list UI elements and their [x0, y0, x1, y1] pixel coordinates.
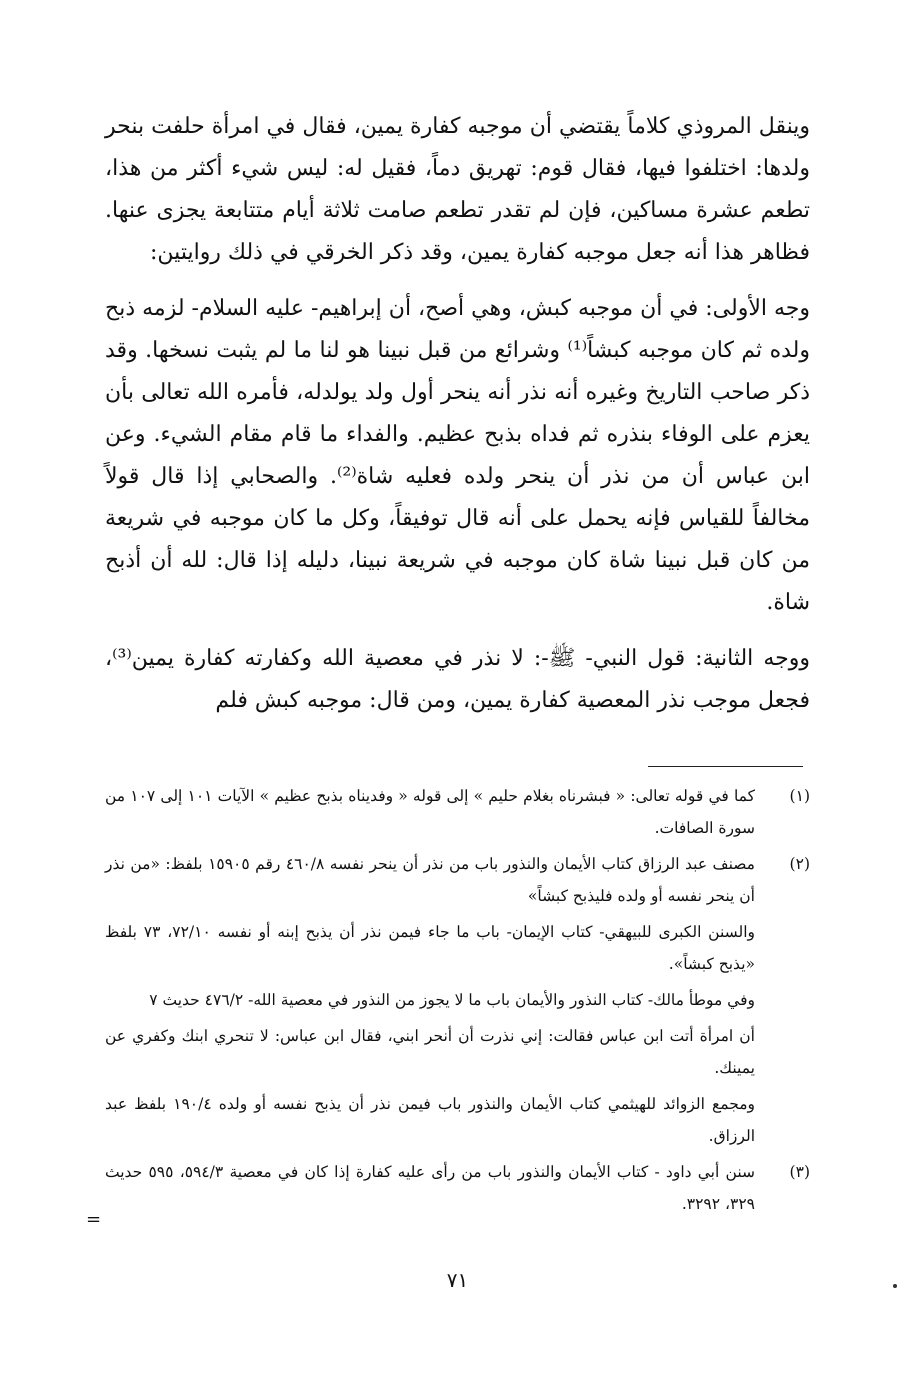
footnote-1: [105, 780, 810, 844]
footnote-2-continuation: وفي موطأ مالك- كتاب النذور والأيمان باب ما لا يجوز من النذور في معصية الله- ٤٧٦/٢ حديث ٧: [149, 991, 755, 1009]
footnote-number: (٢): [789, 855, 810, 873]
speck: [893, 1284, 897, 1288]
footnote-2: [105, 848, 810, 912]
continuation-mark: =: [86, 1209, 102, 1230]
footnote-2-continuation: والسنن الكبرى للبيهقي- كتاب الإيمان- باب ما جاء فيمن نذر أن يذبح إبنه أو نفسه ٧٢/١٠، ٧٣ بلفظ «يذبح كبشاً».: [105, 923, 755, 973]
footnote-separator: [648, 766, 803, 767]
footnote-text: كما في قوله تعالى: « فبشرناه بغلام حليم » إلى قوله « وفديناه بذبح عظيم » الآيات ١٠١ إلى ١٠٧ من سورة الصافات.: [105, 787, 756, 837]
footnote-text: سنن أبي داود - كتاب الأيمان والنذور باب من رأى عليه كفارة إذا كان في معصية ٥٩٤/٣، ٥٩٥ حديث ٣٢٩، ٣٢٩٢.: [105, 1163, 755, 1213]
main-text: [105, 106, 810, 722]
footnotes: [105, 780, 810, 1224]
paragraph-3: ووجه الثانية: قول النبي- ﷺ-: لا نذر في معصية الله وكفارته كفارة يمين⁽³⁾، فجعل موجب نذر المعصية كفارة يمين، ومن قال: موجبه كبش فلم: [105, 646, 810, 713]
footnote-2-continuation: ومجمع الزوائد للهيثمي كتاب الأيمان والنذور باب فيمن نذر أن يذبح نفسه أو ولده ١٩٠/٤ بلفظ عبد الرزاق.: [105, 1095, 755, 1145]
page-number: ٧١: [446, 1268, 469, 1292]
footnote-text: مصنف عبد الرزاق كتاب الأيمان والنذور باب من نذر أن ينحر نفسه ٤٦٠/٨ رقم ١٥٩٠٥ بلفظ: «من نذر أن ينحر نفسه أو ولده فليذبح كبشاً»: [105, 855, 755, 905]
footnote-2-continuation: أن امرأة أتت ابن عباس فقالت: إني نذرت أن أنحر ابني، فقال ابن عباس: لا تنحري ابنك وكفري عن يمينك.: [105, 1027, 755, 1077]
paragraph-2: وجه الأولى: في أن موجبه كبش، وهي أصح، أن إبراهيم- عليه السلام- لزمه ذبح ولده ثم كان موجبه كبشاً⁽¹⁾ وشرائع من قبل نبينا هو لنا ما لم يثبت نسخها. وقد ذكر صاحب التاريخ وغيره أنه نذر أنه ينحر أول ولد يولدله، فأمره الله تعالى بأن يعزم على الوفاء بنذره ثم فداه بذبح عظيم. والفداء ما قام مقام الشيء. وعن ابن عباس أن من نذر أن ينحر ولده فعليه شاة⁽²⁾. والصحابي إذا قال قولاً مخالفاً للقياس فإنه يحمل على أنه قال توفيقاً، وكل ما كان موجبه في شريعة من كان قبل نبينا شاة كان موجبه في شريعة نبينا، دليله إذا قال: لله أن أذبح شاة.: [105, 296, 811, 615]
paragraph-1: وينقل المروذي كلاماً يقتضي أن موجبه كفارة يمين، فقال في امرأة حلفت بنحر ولدها: اختلفوا فيها، فقال قوم: تهريق دماً، فقيل له: ليس شيء أكثر من هذا، تطعم عشرة مساكين، فإن لم تقدر تطعم صامت ثلاثة أيام متتابعة يجزى عنها. فظاهر هذا أنه جعل موجبه كفارة يمين، وقد ذكر الخرقي في ذلك روايتين:: [105, 114, 810, 265]
footnote-3: [105, 1156, 810, 1220]
footnote-number: (١): [789, 787, 810, 805]
footnote-number: (٣): [789, 1163, 810, 1181]
